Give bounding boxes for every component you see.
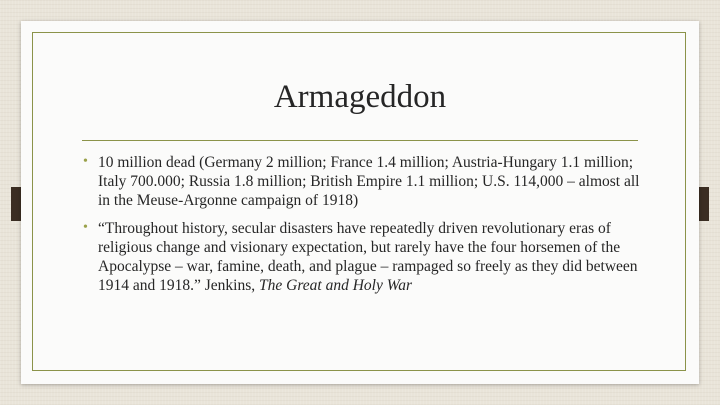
bullet-dot-icon: •: [83, 154, 88, 169]
title-divider: [82, 140, 638, 141]
slide-title: Armageddon: [273, 79, 447, 115]
bullet-text: 10 million dead (Germany 2 million; France 1.4 million; Austria-Hungary 1.1 million; Italy 700.000; Russia 1.8 million; British Empire 1.1 million; U.S. 114,000 – almost all in the Meuse-Argonne campaign of 1918): [98, 154, 640, 209]
bullet-dot-icon: •: [83, 220, 88, 235]
book-title: The Great and Holy War: [259, 277, 413, 294]
bullet-list: [80, 153, 640, 304]
bullet-text: “Throughout history, secular disasters have repeatedly driven revolutionary eras of religious change and visionary expectation, but rarely have the four horsemen of the Apocalypse – war, famine, death, and plague – rampaged so freely as they did between 1914 and 1918.” Jenkins,: [98, 220, 638, 294]
bullet-item-quote: [80, 219, 640, 295]
bullet-item-casualties: [80, 153, 640, 210]
